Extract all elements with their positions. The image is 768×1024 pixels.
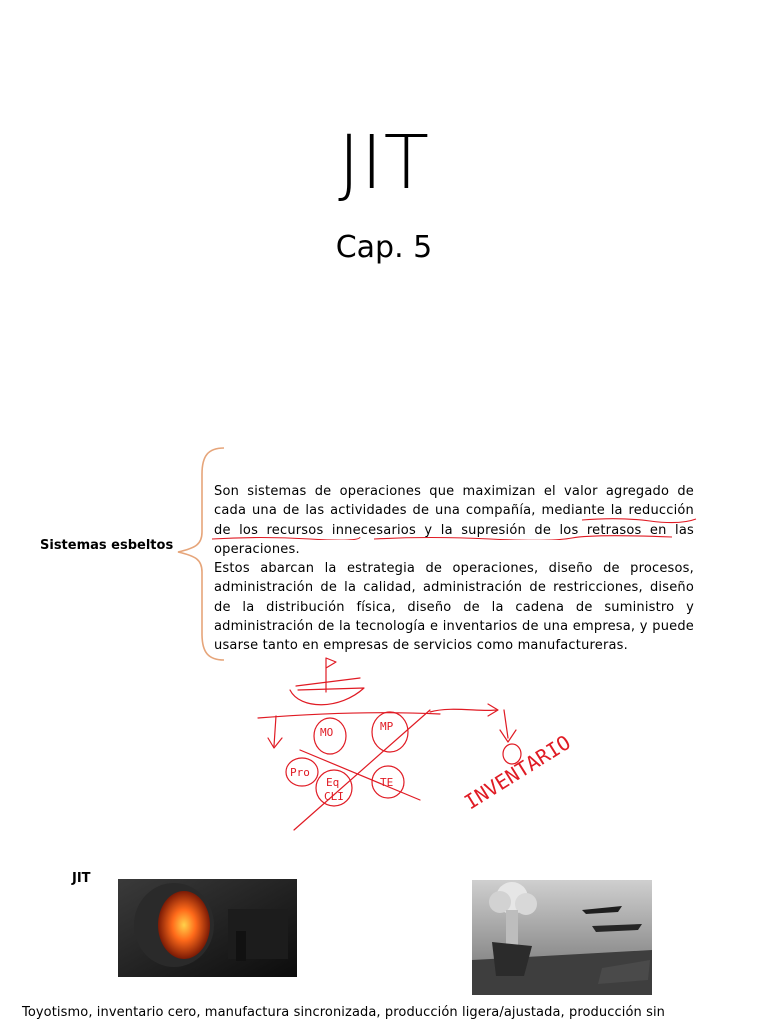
paragraph-2: Estos abarcan la estrategia de operaciones, diseño de procesos, administración de la calidad, administración de restricciones, diseño de la distribución física, diseño de la cadena de suministro y administración de la tecnología e inventarios de una empresa, y puede usarse tanto en empresas de servicios como manufactureras.	[214, 561, 694, 654]
page-subtitle: Cap. 5	[335, 230, 433, 265]
note-mp: MP	[380, 720, 394, 733]
page-title: JIT	[338, 120, 430, 206]
furnace-photo	[118, 879, 297, 977]
footer-text: Toyotismo, inventario cero, manufactura sincronizada, producción ligera/ajustada, producción sin	[22, 1005, 665, 1020]
note-inventario: INVENTARIO	[459, 730, 575, 815]
note-pro: Pro	[290, 766, 310, 779]
note-mo: MO	[320, 726, 334, 739]
note-eq: Eq	[326, 776, 340, 789]
paragraph-1: Son sistemas de operaciones que maximizan el valor agregado de cada una de las actividades de una compañía, mediante la reducción de los recursos innecesarios y la supresión de los retrasos en las operaciones.	[214, 484, 694, 557]
section-label: Sistemas esbeltos	[40, 538, 174, 553]
note-cli: CLI	[324, 790, 344, 803]
underline-annotations	[200, 500, 700, 540]
war-collage-photo	[472, 880, 652, 995]
note-te: TE	[380, 776, 394, 789]
handwritten-sketch	[240, 650, 660, 840]
jit-label: JIT	[72, 871, 91, 886]
